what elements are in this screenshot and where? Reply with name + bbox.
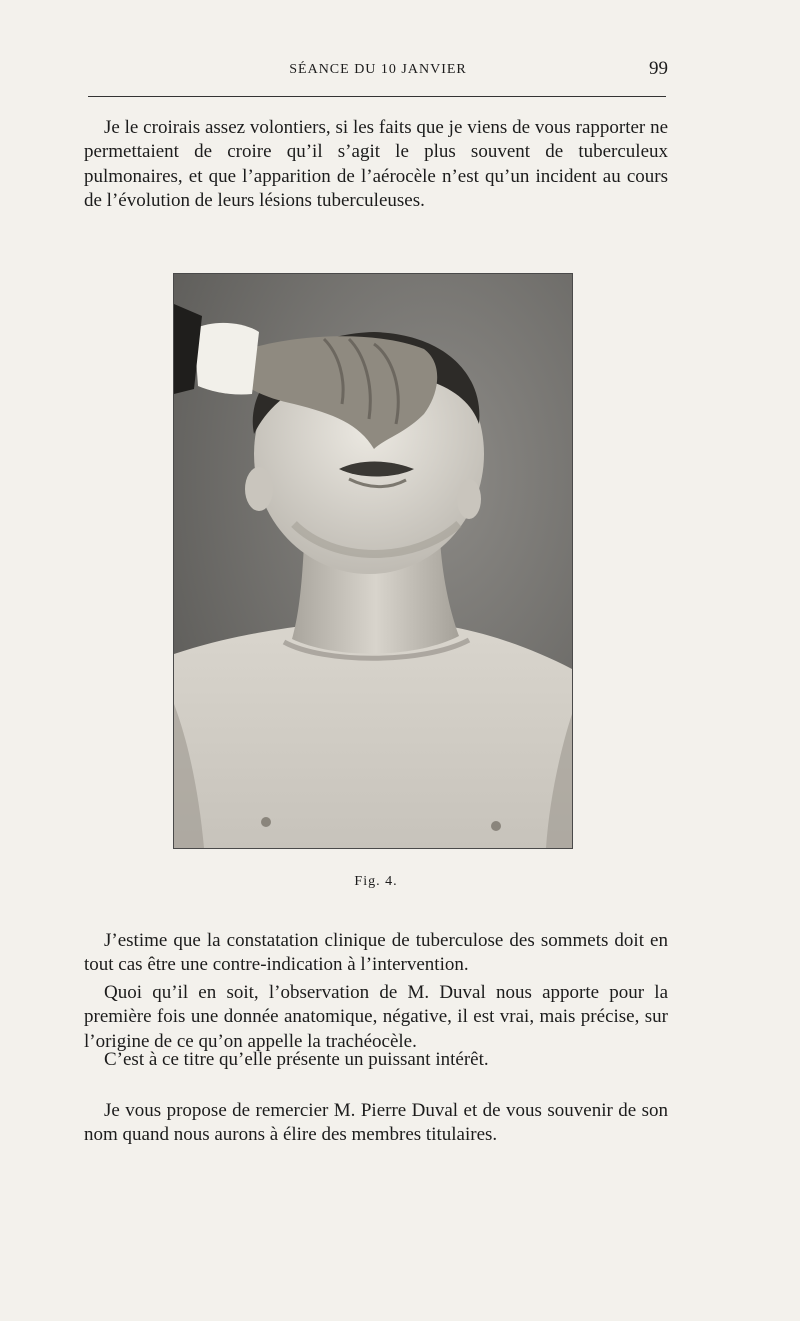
photograph-illustration (174, 274, 572, 848)
page-number: 99 (649, 58, 668, 79)
figure-photograph (173, 273, 573, 849)
figure-caption: Fig. 4. (354, 874, 398, 889)
running-head (88, 58, 668, 82)
paragraph-2: J’estime que la constatation clinique de tuberculose des sommets doit en tout cas être une contre-indication à l’intervention. (84, 930, 668, 976)
paragraph-3: Quoi qu’il en soit, l’observation de M. Duval nous apporte pour la première fois une donnée anatomique, négative, il est vrai, mais précise, sur l’origine de ce qu’on appelle la trachéocèle. (84, 982, 668, 1052)
paragraph-5: Je vous propose de remercier M. Pierre Duval et de vous souvenir de son nom quand nous aurons à élire des membres titulaires. (84, 1100, 668, 1146)
paragraph-1: Je le croirais assez volontiers, si les faits que je viens de vous rapporter ne permettaient de croire qu’il s’agit le plus souvent de tuberculeux pulmonaires, et que l’apparition de l’aérocèle n’est qu’un incident au cours de l’évolution de leurs lésions tuberculeuses. (84, 117, 668, 212)
header-rule (88, 96, 666, 97)
running-title: SÉANCE DU 10 JANVIER (289, 62, 467, 77)
paragraph-4: C’est à ce titre qu’elle présente un puissant intérêt. (104, 1049, 489, 1070)
